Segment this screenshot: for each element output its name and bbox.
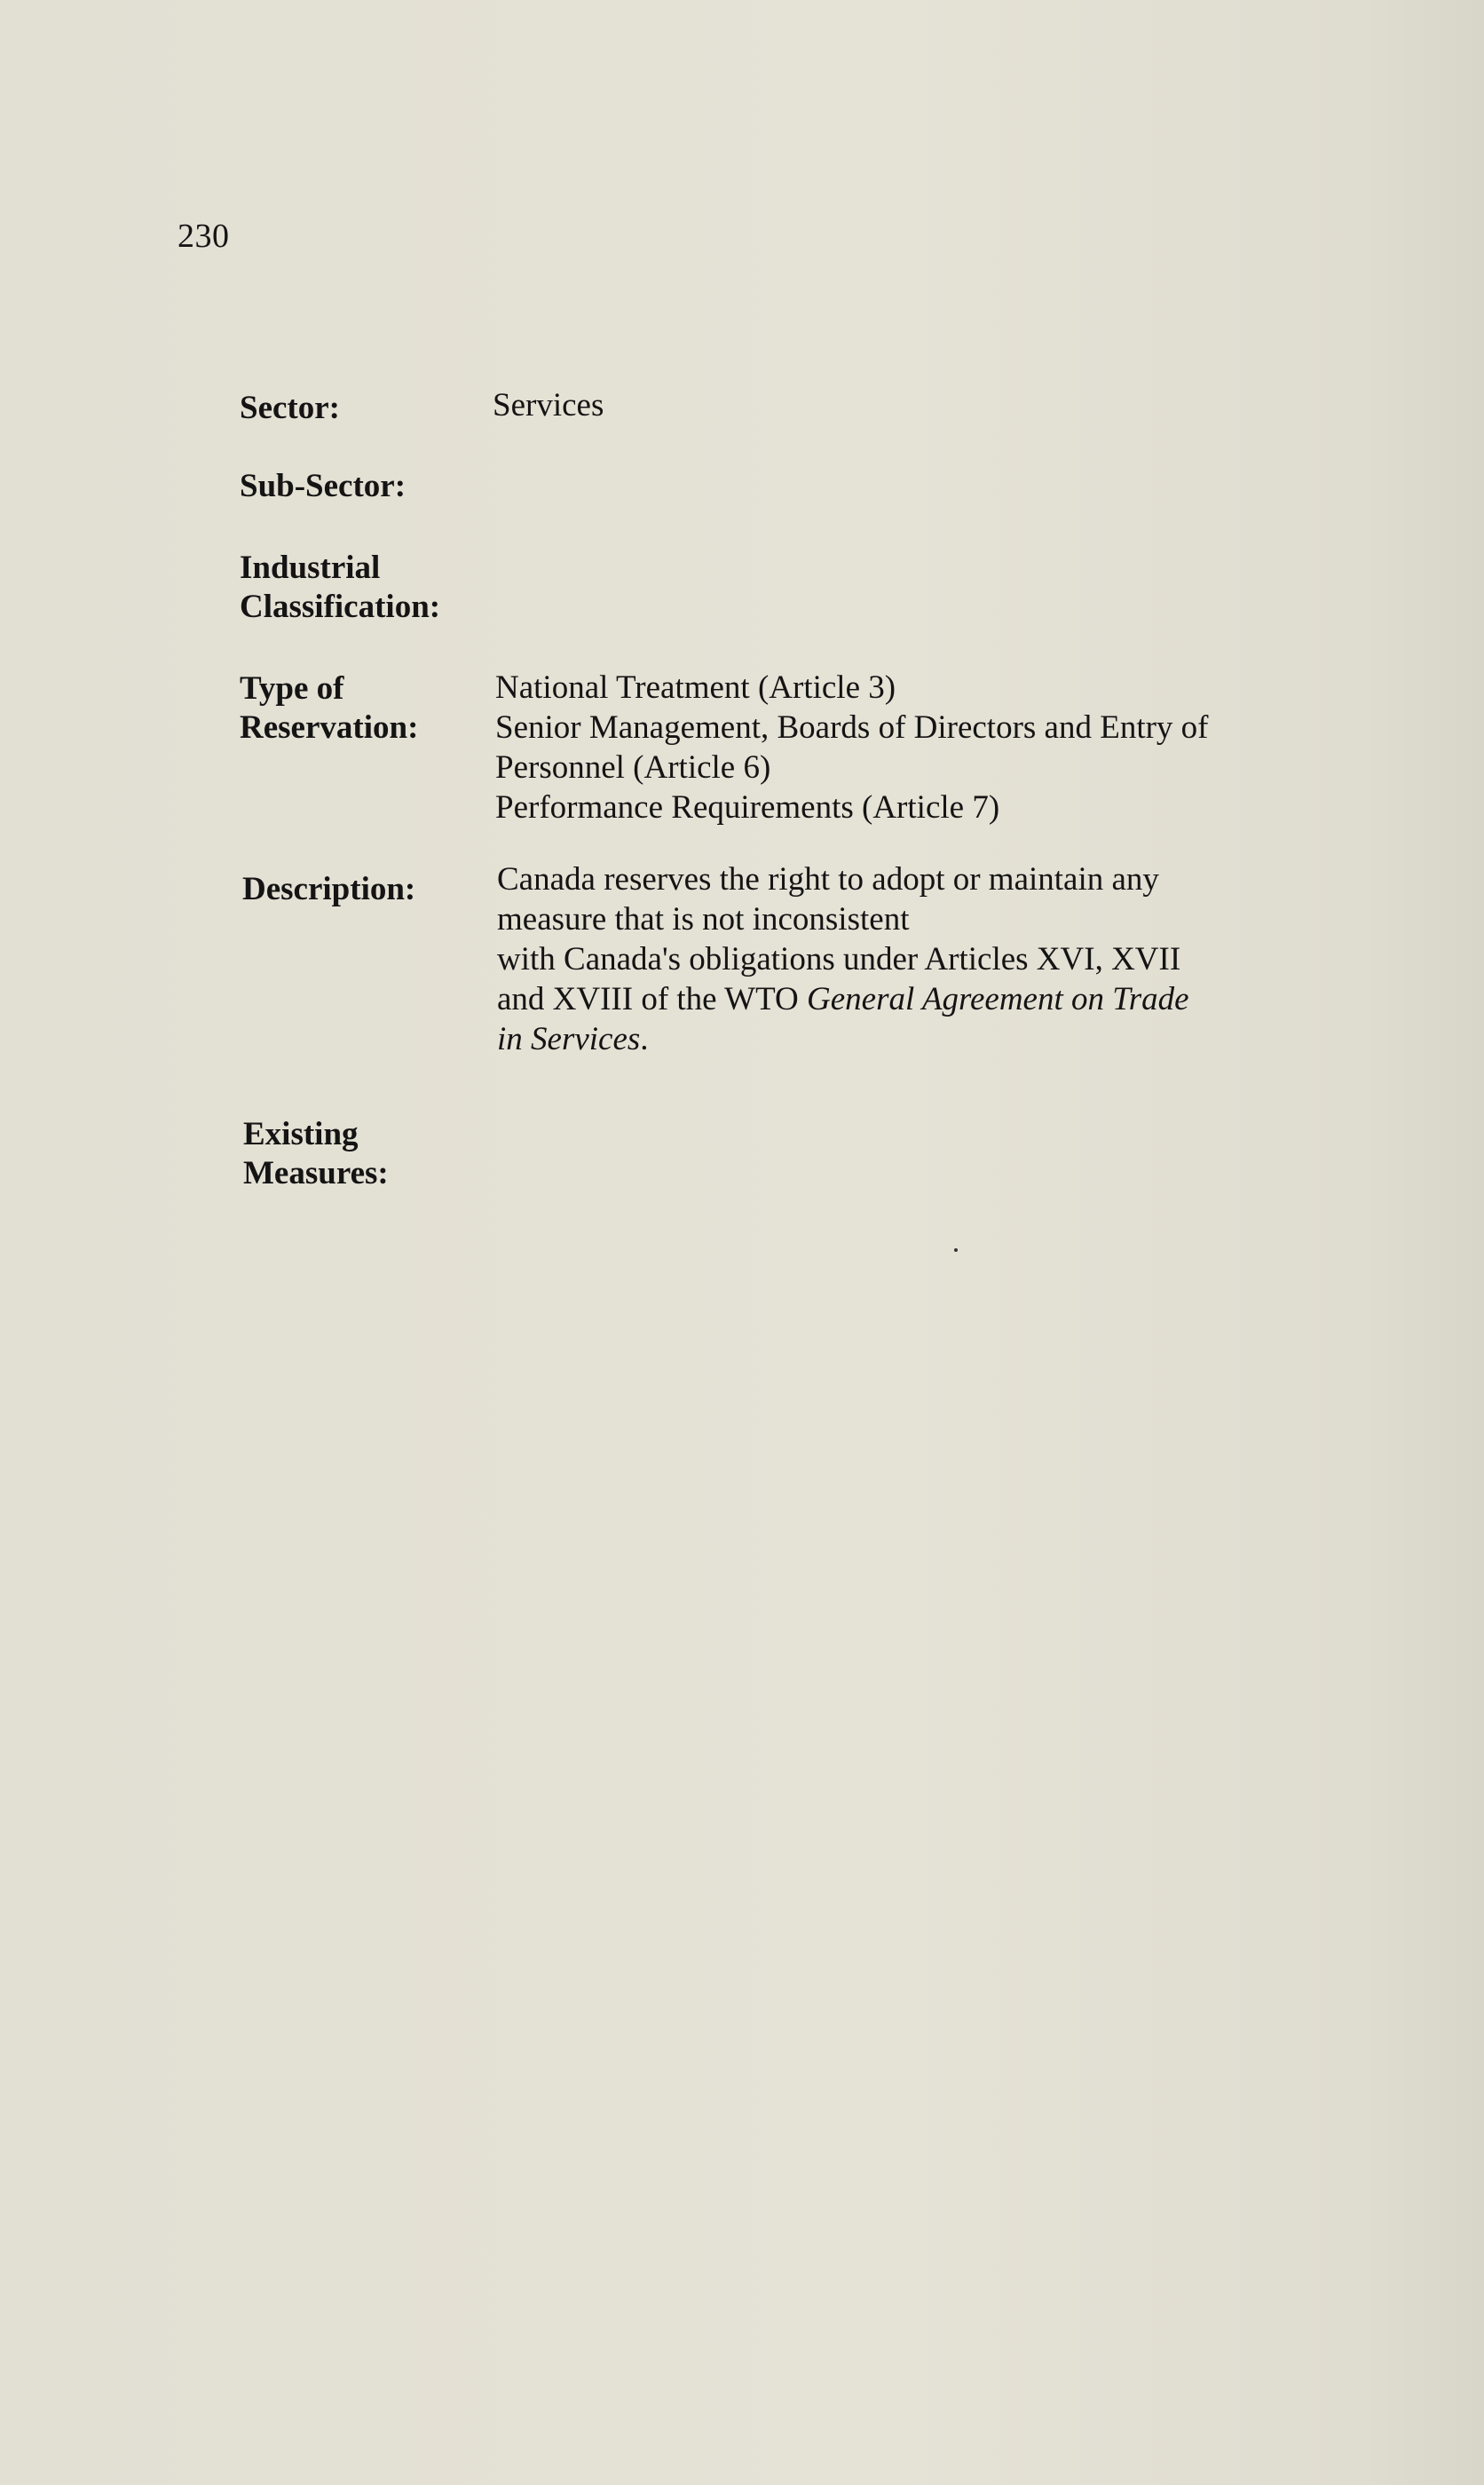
description-line: measure that is not inconsistent [497, 901, 910, 938]
description-line4-text: and XVIII of the WTO [497, 981, 808, 1017]
reservation-line: Personnel (Article 6) [495, 749, 771, 786]
reservation-line: Senior Management, Boards of Directors and Entry of [495, 709, 1209, 746]
existing-measures-label-line1: Existing [243, 1116, 359, 1152]
type-of-reservation-label [240, 669, 488, 748]
description-line [497, 979, 1314, 1019]
description-line5-end: . [640, 1021, 649, 1057]
agreement-title-part2: in Services [497, 1021, 641, 1057]
sector-value: Services [493, 387, 604, 423]
description-line: Canada reserves the right to adopt or maintain any [497, 861, 1159, 898]
paper-speck [954, 1248, 958, 1252]
reservation-line: Performance Requirements (Article 7) [495, 789, 1000, 826]
sub-sector-label: Sub-Sector: [240, 468, 407, 504]
description-value [497, 859, 1314, 1059]
existing-measures-label [243, 1115, 492, 1193]
existing-measures-label-line2: Measures: [243, 1155, 389, 1191]
description-label: Description: [242, 871, 416, 907]
description-line: with Canada's obligations under Articles XVI, XVII [497, 941, 1181, 977]
type-of-reservation-label-line1: Type of [240, 670, 344, 707]
industrial-classification-label [240, 549, 488, 627]
sector-label: Sector: [240, 390, 340, 426]
type-of-reservation-label-line2: Reservation: [240, 709, 419, 746]
page-number: 230 [178, 218, 230, 255]
industrial-classification-label-line1: Industrial [240, 550, 381, 586]
reservation-line: National Treatment (Article 3) [495, 669, 896, 706]
agreement-title-part1: General Agreement on Trade [807, 981, 1189, 1017]
description-line [497, 1019, 1314, 1059]
type-of-reservation-value [495, 668, 1312, 827]
industrial-classification-label-line2: Classification: [240, 589, 441, 625]
